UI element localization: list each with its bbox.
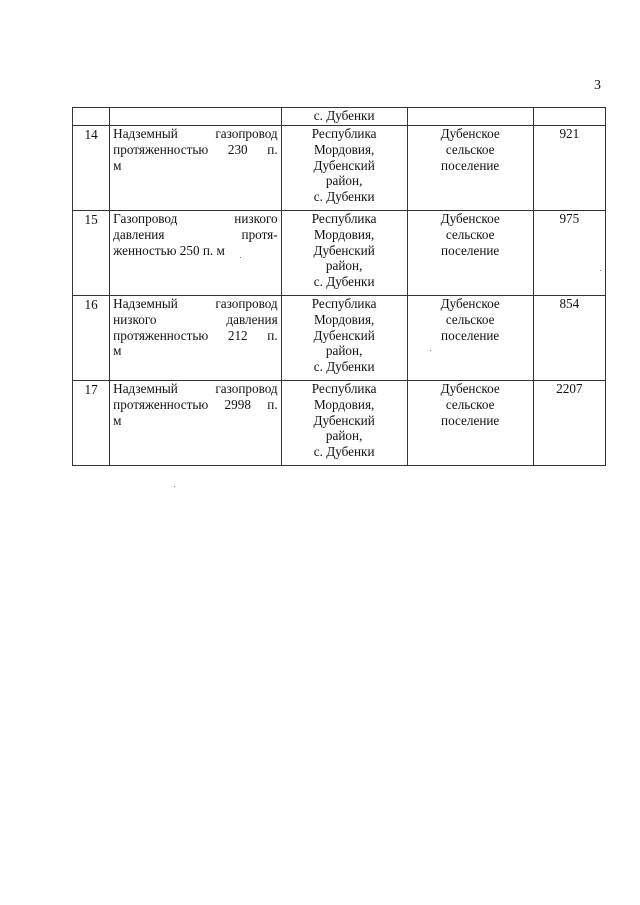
table-cell-number (73, 211, 110, 296)
address-line: Дубенский (313, 327, 375, 343)
table-cell-number (73, 381, 110, 466)
owner-line: Дубенское (440, 381, 500, 396)
table-cell-address (281, 381, 407, 466)
object-name-line: Надземный газопровод (113, 296, 278, 311)
table-cell-owner (407, 108, 533, 126)
address-line: район, (325, 258, 363, 274)
length-value: 854 (559, 296, 580, 311)
row-number: 14 (84, 127, 98, 142)
address-line: с. Дубенки (313, 274, 375, 290)
object-name-line: женностью 250 п. м (113, 242, 225, 258)
owner-line: Дубенское (440, 296, 500, 311)
object-name-line: Надземный газопровод (113, 126, 278, 141)
length-value: 921 (559, 126, 580, 141)
address-line: Республика (311, 296, 377, 311)
table-cell-number (73, 126, 110, 211)
table-cell-name (110, 126, 281, 211)
page-number: 3 (594, 78, 601, 93)
table-cell-name (110, 296, 281, 381)
table-row-continuation (73, 108, 606, 126)
table-row (73, 211, 606, 296)
object-name-line: Газопровод низкого (113, 211, 278, 226)
table-row (73, 126, 606, 211)
owner-line: сельское (445, 226, 495, 242)
length-value: 2207 (556, 381, 583, 396)
table-cell-length (533, 108, 605, 126)
address-line: с. Дубенки (313, 189, 375, 205)
table-cell-length (533, 381, 605, 466)
owner-line: поселение (441, 242, 500, 258)
table-cell-address (281, 296, 407, 381)
address-line: район, (325, 428, 363, 444)
address-line: Дубенский (313, 242, 375, 258)
owner-line: сельское (445, 396, 495, 412)
table-cell-name (110, 211, 281, 296)
object-name-line: м (113, 343, 122, 359)
object-name-line: Надземный газопровод (113, 381, 278, 396)
scan-speck (600, 270, 601, 271)
address-line: Дубенский (313, 157, 375, 173)
owner-line: Дубенское (440, 211, 500, 226)
table-cell-length (533, 211, 605, 296)
row-number: 16 (84, 297, 98, 312)
row-number: 17 (84, 382, 98, 397)
object-name-line: м (113, 412, 122, 428)
owner-line: поселение (441, 412, 500, 428)
address-line: район, (325, 343, 363, 359)
table-cell-number (73, 108, 110, 126)
address-line: с. Дубенки (313, 359, 375, 375)
owner-line: поселение (441, 327, 500, 343)
address-line: Мордовия, (313, 311, 375, 327)
table-cell-owner (407, 296, 533, 381)
object-name-line: низкого давления (113, 311, 278, 327)
owner-line: сельское (445, 311, 495, 327)
objects-table (72, 107, 606, 466)
table-cell-owner (407, 211, 533, 296)
address-line: Мордовия, (313, 141, 375, 157)
scan-speck (174, 486, 175, 487)
object-name-line: м (113, 157, 122, 173)
table-row (73, 296, 606, 381)
object-name-line: протяженностью 2998 п. (113, 396, 278, 412)
row-number: 15 (84, 212, 98, 227)
address-line: Дубенский (313, 412, 375, 428)
table-cell-name (110, 108, 281, 126)
scan-speck (430, 350, 431, 351)
table-cell-length (533, 126, 605, 211)
table-body (73, 108, 606, 466)
table-cell-address (281, 126, 407, 211)
table-cell-address (281, 211, 407, 296)
address-line: Республика (311, 211, 377, 226)
address-line: Республика (311, 381, 377, 396)
owner-line: поселение (441, 157, 500, 173)
table-cell-owner (407, 126, 533, 211)
table-cell-address (281, 108, 407, 126)
length-value: 975 (559, 211, 580, 226)
table-cell-number (73, 296, 110, 381)
table-row (73, 381, 606, 466)
table-cell-length (533, 296, 605, 381)
owner-line: сельское (445, 141, 495, 157)
address-line: Мордовия, (313, 226, 375, 242)
object-name-line: давления протя- (113, 226, 278, 242)
address-line: Мордовия, (313, 396, 375, 412)
table-cell-owner (407, 381, 533, 466)
address-line: район, (325, 173, 363, 189)
object-name-line: протяженностью 212 п. (113, 327, 278, 343)
table-cell-name (110, 381, 281, 466)
owner-line: Дубенское (440, 126, 500, 141)
object-name-line: протяженностью 230 п. (113, 141, 278, 157)
address-line: с. Дубенки (313, 108, 375, 123)
address-line: Республика (311, 126, 377, 141)
scan-speck (240, 257, 241, 258)
address-line: с. Дубенки (313, 444, 375, 460)
